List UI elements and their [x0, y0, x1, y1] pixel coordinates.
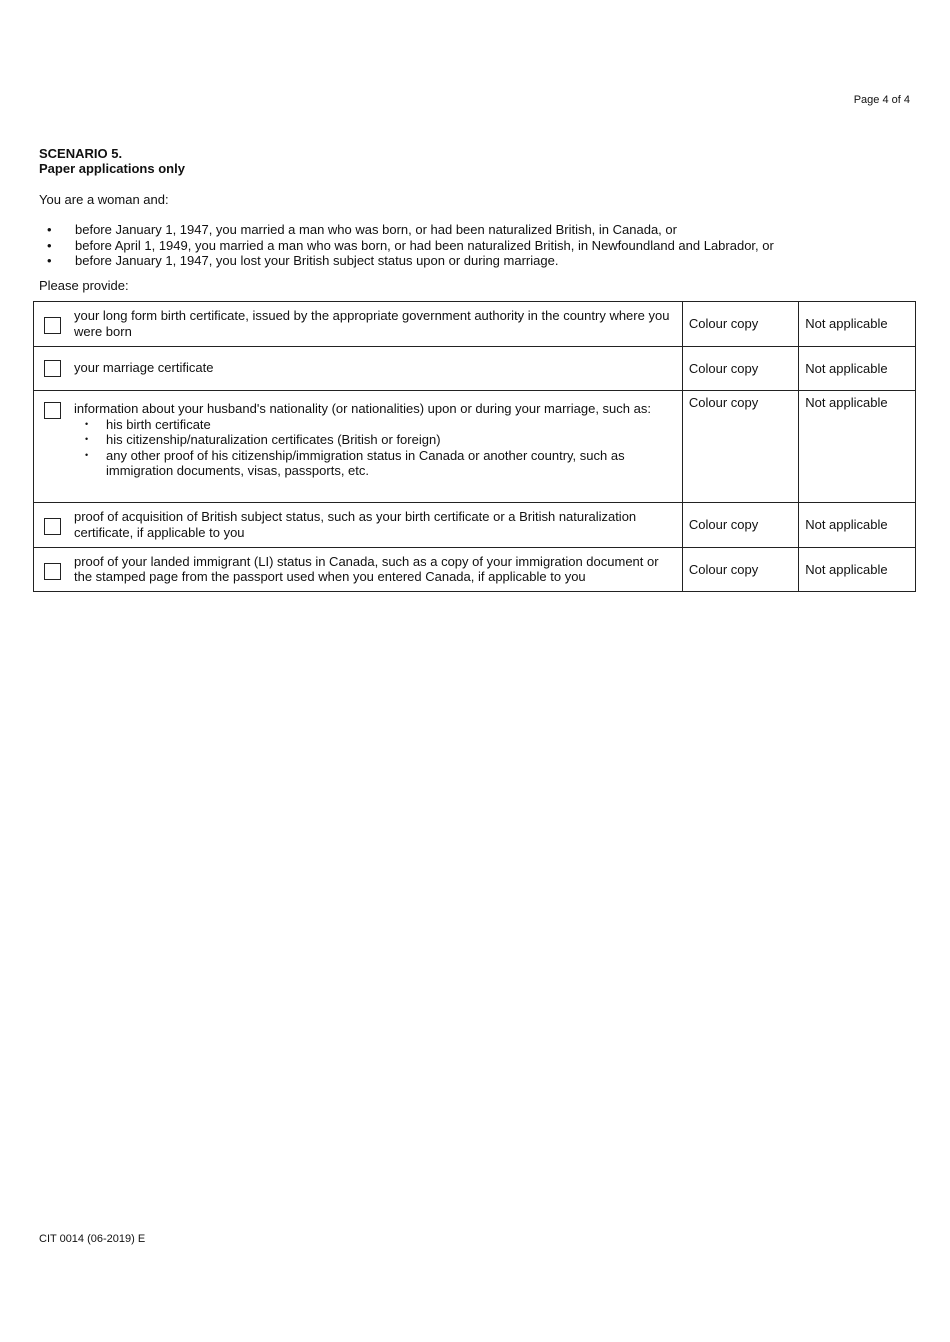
- condition-item: • before April 1, 1949, you married a man who was born, or had been naturalized British, in Newfoundland and Labrador, or: [47, 237, 774, 253]
- table-row: [34, 503, 916, 548]
- document-checkbox[interactable]: [44, 563, 61, 580]
- applicability: Not applicable: [799, 503, 916, 548]
- document-checkbox[interactable]: [44, 518, 61, 535]
- form-code: CIT 0014 (06-2019) E: [39, 1233, 146, 1245]
- bullet-icon: •: [85, 449, 89, 460]
- table-row: [34, 548, 916, 592]
- condition-item: • before January 1, 1947, you married a man who was born, or had been naturalized British, in Canada, or: [47, 222, 677, 237]
- scenario-heading: [39, 146, 185, 176]
- document-description: information about your husband's nationality (or nationalities) upon or during your marriage, such as:: [74, 401, 651, 416]
- sub-item: • his birth certificate: [85, 416, 211, 432]
- bullet-icon: •: [85, 434, 89, 444]
- table-row: [34, 391, 916, 503]
- table-row: [34, 302, 916, 347]
- applicability: Not applicable: [799, 347, 916, 391]
- applicability: Not applicable: [799, 548, 916, 592]
- sub-item-list: [74, 417, 678, 479]
- page-number: Page 4 of 4: [853, 94, 910, 106]
- sub-item: • any other proof of his citizenship/immigration status in Canada or another country, such as immigration documents, visas, passports, etc.: [85, 447, 625, 478]
- scenario-title: SCENARIO 5.: [39, 146, 123, 161]
- document-description: proof of acquisition of British subject status, such as your birth certificate or a British naturalization certificate, if applicable to you: [74, 509, 637, 540]
- documents-table: [33, 301, 916, 592]
- applicability: Not applicable: [799, 302, 916, 347]
- please-provide-label: Please provide:: [39, 278, 129, 293]
- document-description: your marriage certificate: [74, 360, 214, 376]
- document-checkbox[interactable]: [44, 317, 61, 334]
- document-description: your long form birth certificate, issued by the appropriate government authority in the country where you were born: [74, 308, 670, 339]
- table-row: [34, 347, 916, 391]
- copy-type: Colour copy: [682, 347, 798, 391]
- condition-item: • before January 1, 1947, you lost your British subject status upon or during marriage.: [47, 253, 559, 268]
- conditions-list: [39, 222, 774, 269]
- bullet-icon: •: [85, 418, 89, 429]
- bullet-icon: •: [47, 237, 52, 253]
- copy-type: Colour copy: [688, 395, 759, 410]
- copy-type: Colour copy: [682, 302, 798, 347]
- scenario-subtitle: Paper applications only: [39, 161, 185, 176]
- applicability: Not applicable: [805, 395, 888, 410]
- intro-text: You are a woman and:: [39, 192, 169, 207]
- bullet-icon: •: [47, 253, 52, 268]
- document-description: proof of your landed immigrant (LI) status in Canada, such as a copy of your immigration document or the stamped page from the passport used when you entered Canada, if applicable to you: [74, 553, 659, 584]
- copy-type: Colour copy: [682, 503, 798, 548]
- document-checkbox[interactable]: [44, 402, 61, 419]
- bullet-icon: •: [47, 222, 52, 237]
- copy-type: Colour copy: [682, 548, 798, 592]
- sub-item: • his citizenship/naturalization certificates (British or foreign): [85, 432, 441, 447]
- document-checkbox[interactable]: [44, 360, 61, 377]
